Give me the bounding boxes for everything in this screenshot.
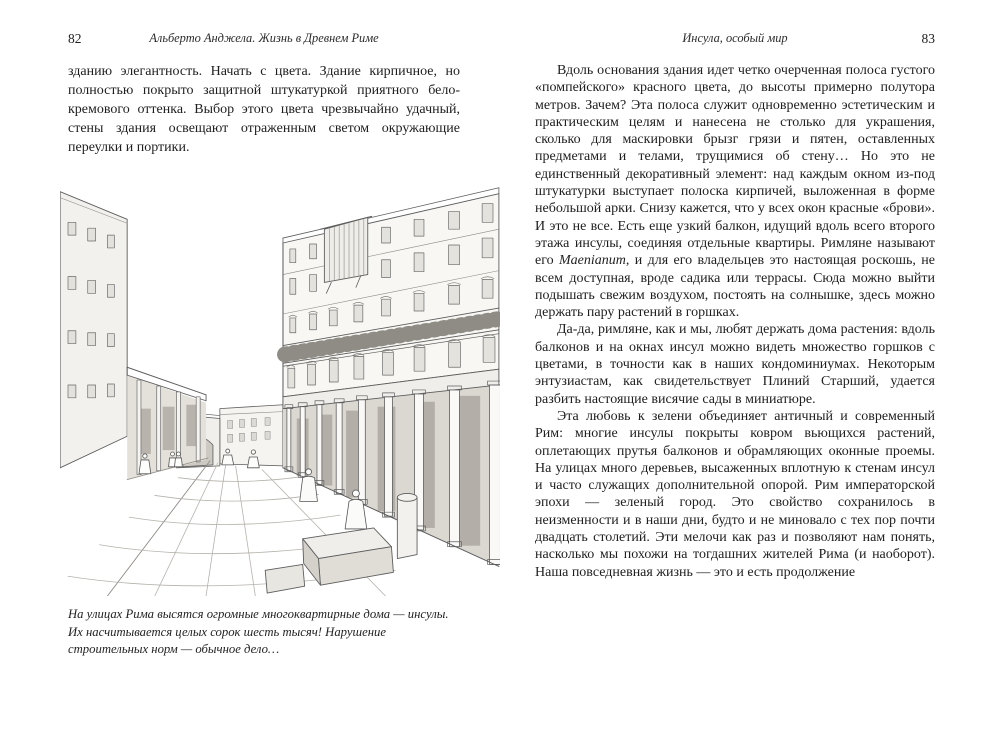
body-text-left: зданию элегантность. Начать с цвета. Здание кирпичное, но полностью покрыто защитной штукатуркой приятного бело-кремового оттенка. Выбор этого цвета чрезвычайно удачный, стены здания освещают отраженным светом окружающие переулки и портики. (68, 64, 460, 155)
illustration-caption: На улицах Рима высятся огромные многоквартирные дома — инсулы. Их насчитывается целых сорок шесть тысяч! Нарушение строительных норм — обычное дело… (68, 607, 449, 656)
running-header-right: Инсула, особый мир (682, 31, 788, 45)
illustration-figure (60, 172, 500, 659)
page-83 (500, 0, 1001, 751)
running-head-right (535, 30, 935, 47)
paragraph-1-text-after: , и для его владельцев это настоящая роскошь, не всем доступная, вроде садика или террасы. Сюда можно выйти подышать свежим воздухом, постоять на солнышке, здесь можно держать пару растений в горшках. (535, 253, 936, 321)
paragraph-1 (535, 62, 935, 321)
page-number-left: 82 (68, 31, 82, 46)
running-header-left: Альберто Анджела. Жизнь в Древнем Риме (149, 31, 379, 45)
paragraph-3: Эта любовь к зелени объединяет античный и современный Рим: многие инсулы покрыты ковром вьющихся растений, оплетающих прутья балконов и обрамляющих оконные проемы. На улицах много деревьев, высаженных вплотную к стенам инсул и часто служащих дополнительной опорой. Рим императорской эпохи — зеленый город. Это свойство сохранилось в неизменности и в наши дни, будто и не миновало с тех пор почти двадцать столетий. Эти мелочи как раз и позволяют нам понять, насколько мы похожи на тогдашних жителей Рима (и наоборот). Наша повседневная жизнь — это и есть продолжение (535, 408, 935, 580)
paragraph-2: Да-да, римляне, как и мы, любят держать дома растения: вдоль балконов и на окнах инсул можно видеть множество горшков с цветами, в точности как в наших кондоминиумах. Некоторым энтузиастам, как свидетельствует Плиний Старший, удается разбить настоящие висячие сады в миниатюре. (535, 322, 935, 407)
right-insula (283, 188, 500, 567)
page-82 (0, 0, 500, 751)
insula-street-illustration (60, 172, 500, 596)
paragraph-1-text: Вдоль основания здания идет четко очерченная полоса густого «помпейского» красного цвета, до высоты примерно полутора метров. Зачем? Эта полоса служит одновременно эстетическим и практическим целям и нанесена не столько для украшения, сколько для маскировки брызг грязи и пятен, оставленных предметами и телами, трущимися об стену… Но это не единственный декоративный элемент: над каждым окном из-под штукатурки выступает полоска кирпичей, выложенная в форме небольшой арки. Снизу кажется, что у всех окон красные «брови». И это не все. Есть еще узкий балкон, идущий вдоль всего второго этажа инсулы, соединяя отдельные квартиры. Римляне называют его (535, 63, 935, 269)
running-head-left (68, 30, 460, 47)
left-building (60, 192, 127, 468)
paragraph-1-latin-term: Maenianum (558, 253, 626, 269)
page-number-right: 83 (921, 31, 935, 46)
